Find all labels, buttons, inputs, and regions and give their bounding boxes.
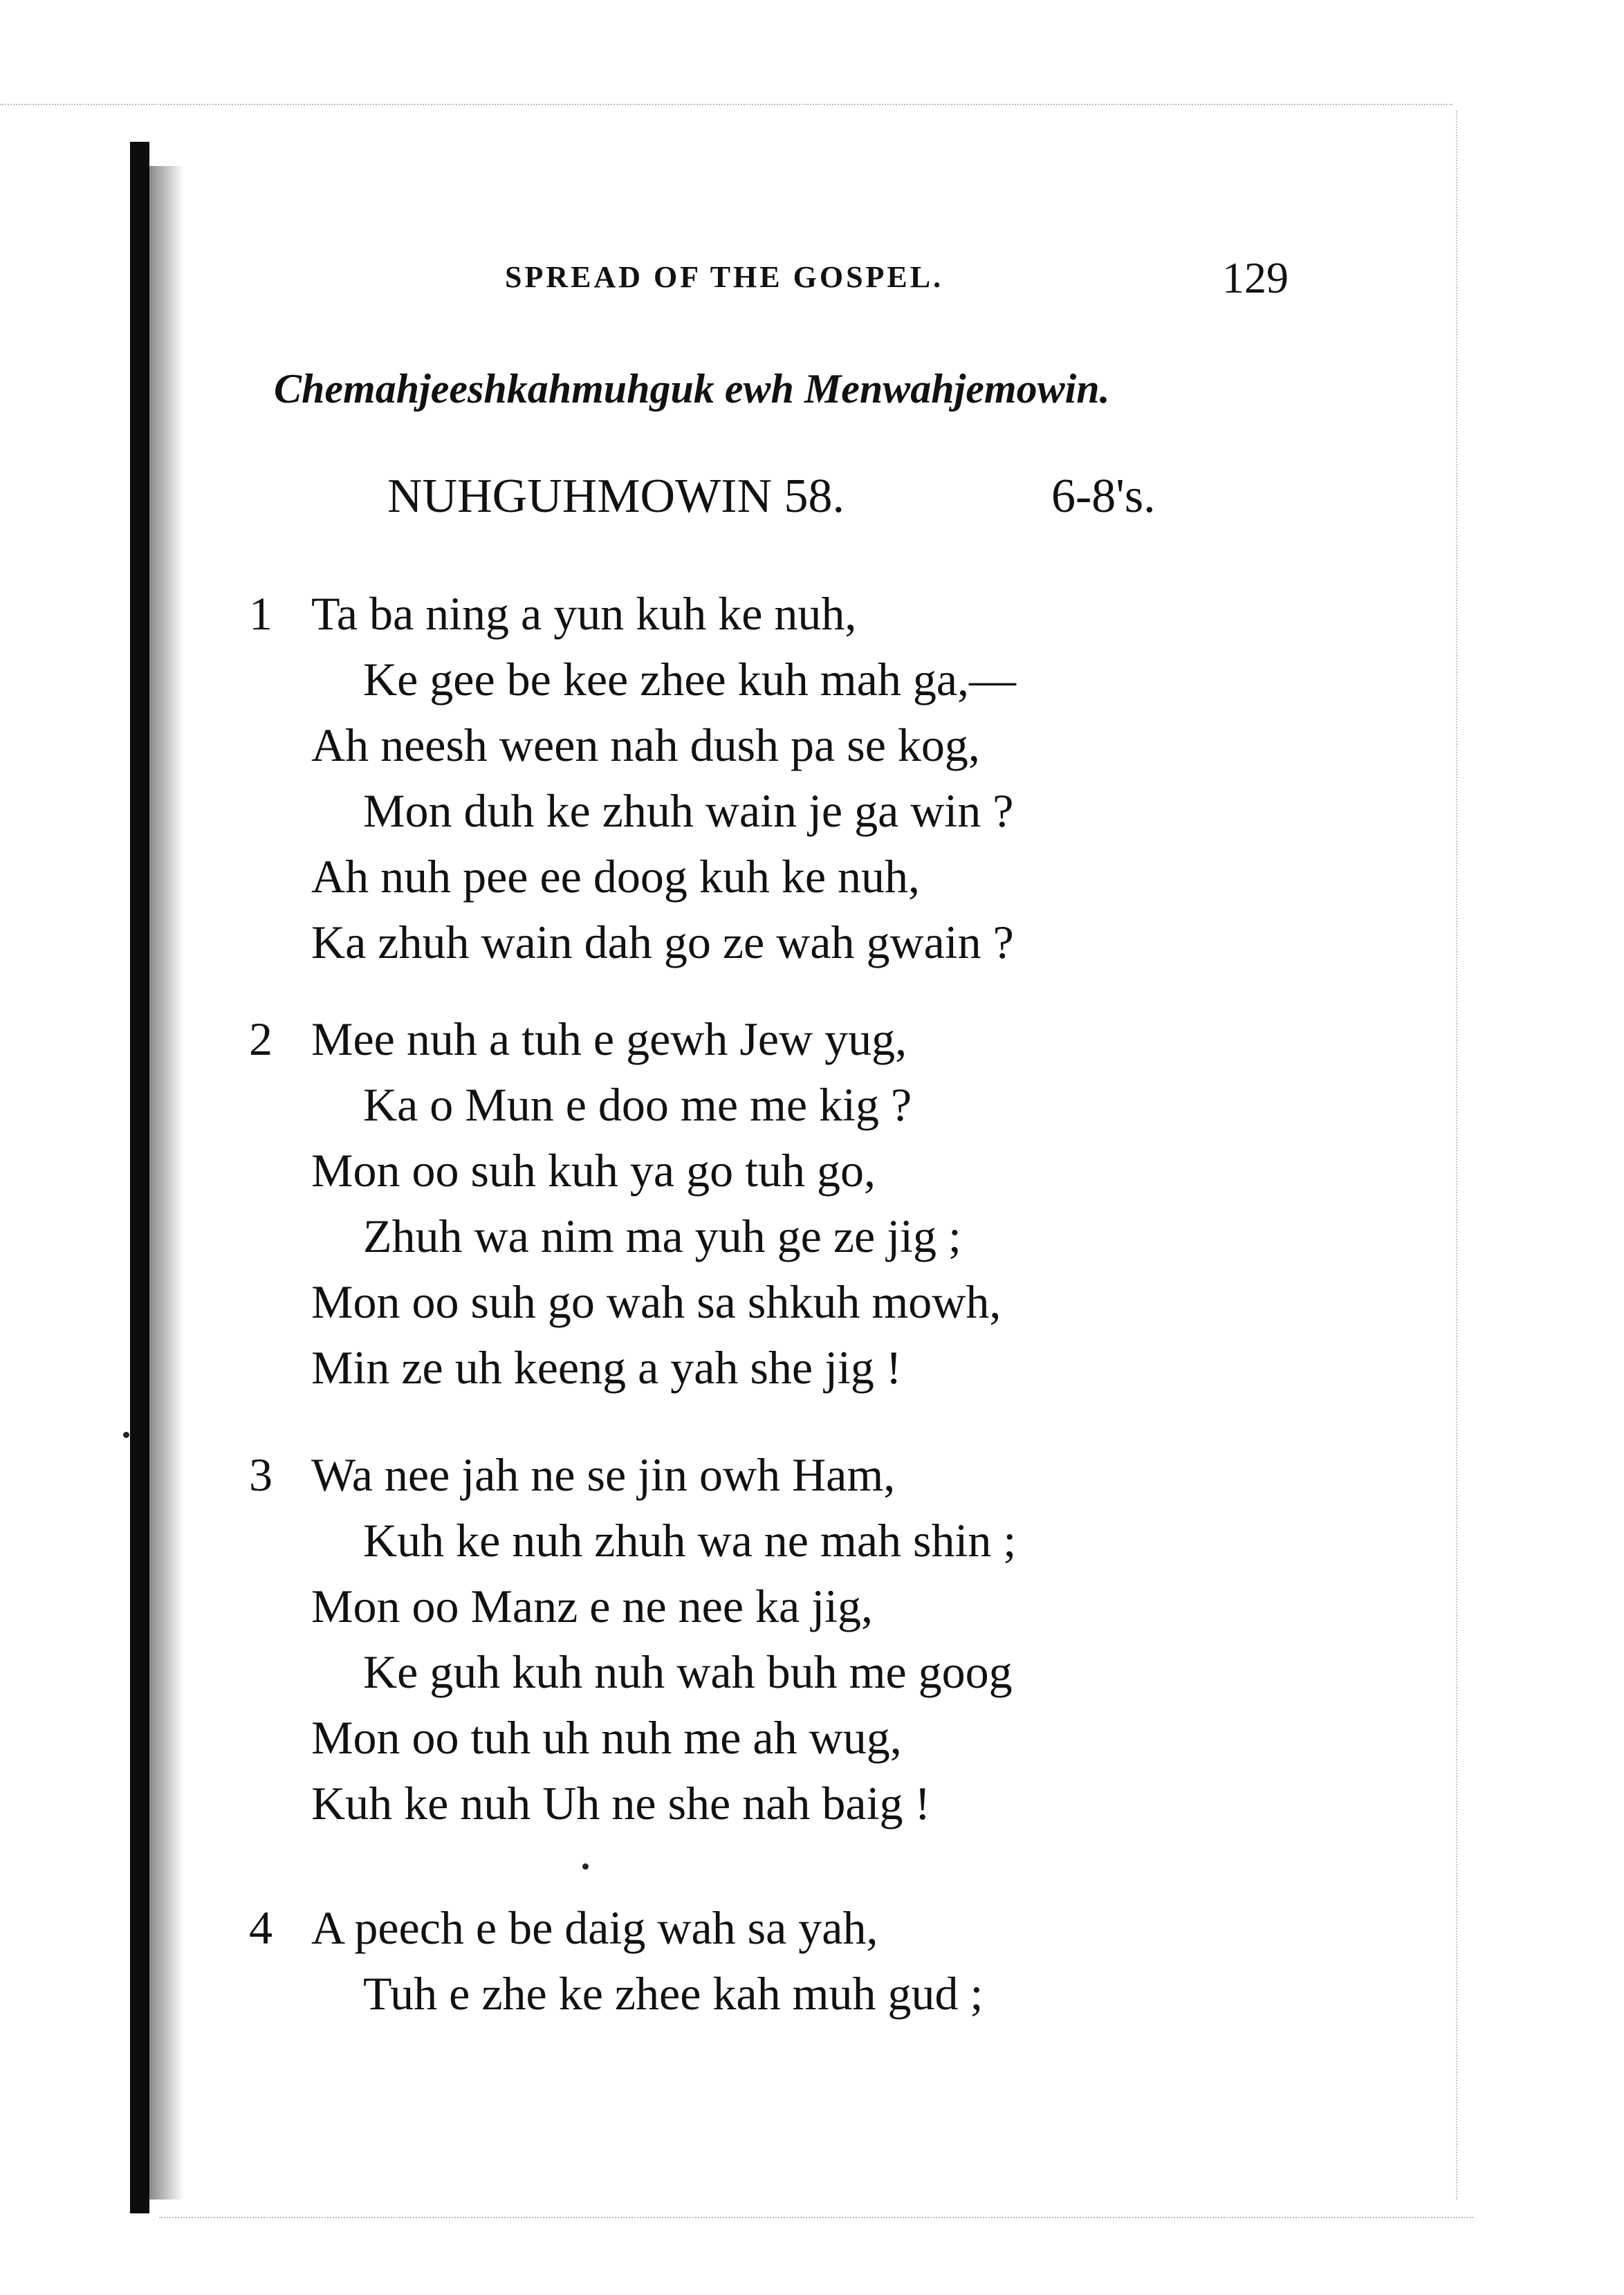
running-head: SPREAD OF THE GOSPEL. <box>505 260 944 294</box>
verse-text: Min ze uh keeng a yah she jig ! <box>311 1341 902 1394</box>
verse-text: Mon oo suh kuh ya go tuh go, <box>311 1144 876 1197</box>
verse-text: Kuh ke nuh Uh ne she nah baig ! <box>311 1777 931 1829</box>
verse-line <box>249 1639 1425 1705</box>
ink-speck <box>582 1863 589 1870</box>
verse-line <box>249 1138 1425 1204</box>
verse-line <box>249 1574 1425 1639</box>
book-spine-shadow <box>130 142 149 2213</box>
verse-line <box>249 910 1425 975</box>
hymn-meter: 6-8's. <box>1051 470 1156 523</box>
stanza-number: 4 <box>249 1901 273 1954</box>
verse-text: Mon oo suh go wah sa shkuh mowh, <box>311 1275 1002 1328</box>
stanza <box>249 581 1425 975</box>
section-subtitle: Chemahjeeshkahmuhguk ewh Menwahjemowin. <box>274 366 1110 412</box>
stanza-number: 1 <box>249 587 273 640</box>
page-right-edge <box>1456 111 1457 2200</box>
verse-text: Mee nuh a tuh e gewh Jew yug, <box>311 1013 907 1065</box>
verse-text: Mon oo Manz e ne nee ka jig, <box>311 1580 873 1632</box>
verse-line <box>249 1961 1425 2027</box>
verse-text: Ka o Mun e doo me me kig ? <box>363 1078 912 1131</box>
ink-speck <box>123 1432 129 1438</box>
verse-text: Zhuh wa nim ma yuh ge ze jig ; <box>363 1210 961 1262</box>
verse-line <box>249 1335 1425 1401</box>
verse-line <box>249 778 1425 844</box>
verse-text: Ta ba ning a yun kuh ke nuh, <box>311 587 857 640</box>
verse-line <box>249 844 1425 910</box>
verse-text: Mon oo tuh uh nuh me ah wug, <box>311 1711 902 1764</box>
hymn-title: NUHGUHMOWIN 58. <box>387 470 845 523</box>
stanza-number: 2 <box>249 1013 273 1065</box>
verse-line <box>249 647 1425 712</box>
verse-text: A peech e be daig wah sa yah, <box>311 1901 878 1954</box>
page-top-edge <box>0 104 1452 105</box>
verse-text: Ah neesh ween nah dush pa se kog, <box>311 719 980 771</box>
verse-line <box>249 712 1425 778</box>
verse-line <box>249 1771 1425 1836</box>
verse-line <box>249 1508 1425 1574</box>
verse-text: Ke gee be kee zhee kuh mah ga,— <box>363 653 1016 706</box>
verse-text: Mon duh ke zhuh wain je ga win ? <box>363 784 1014 837</box>
stanza <box>249 1442 1425 1836</box>
verse-text: Wa nee jah ne se jin owh Ham, <box>311 1448 896 1501</box>
verse-text: Ah nuh pee ee doog kuh ke nuh, <box>311 850 921 903</box>
verse-text: Kuh ke nuh zhuh wa ne mah shin ; <box>363 1514 1017 1567</box>
verse-text: Ke guh kuh nuh wah buh me goog <box>363 1646 1013 1698</box>
verse-line <box>249 1204 1425 1269</box>
verse-line <box>249 1442 1425 1508</box>
stanza-number: 3 <box>249 1448 273 1501</box>
verse-line <box>249 1705 1425 1771</box>
verse-line <box>249 1072 1425 1138</box>
verse-line <box>249 1006 1425 1072</box>
verse-text: Ka zhuh wain dah go ze wah gwain ? <box>311 916 1014 968</box>
stanza <box>249 1895 1425 2027</box>
hymn-heading <box>387 469 1156 524</box>
verse-line <box>249 1895 1425 1961</box>
page-number: 129 <box>1222 253 1289 302</box>
gutter-shading <box>149 166 184 2200</box>
stanza <box>249 1006 1425 1401</box>
page-header <box>277 253 1342 315</box>
verse-line <box>249 1269 1425 1335</box>
verse-line <box>249 581 1425 647</box>
page-bottom-edge <box>159 2217 1473 2218</box>
verse-text: Tuh e zhe ke zhee kah muh gud ; <box>363 1967 984 2020</box>
